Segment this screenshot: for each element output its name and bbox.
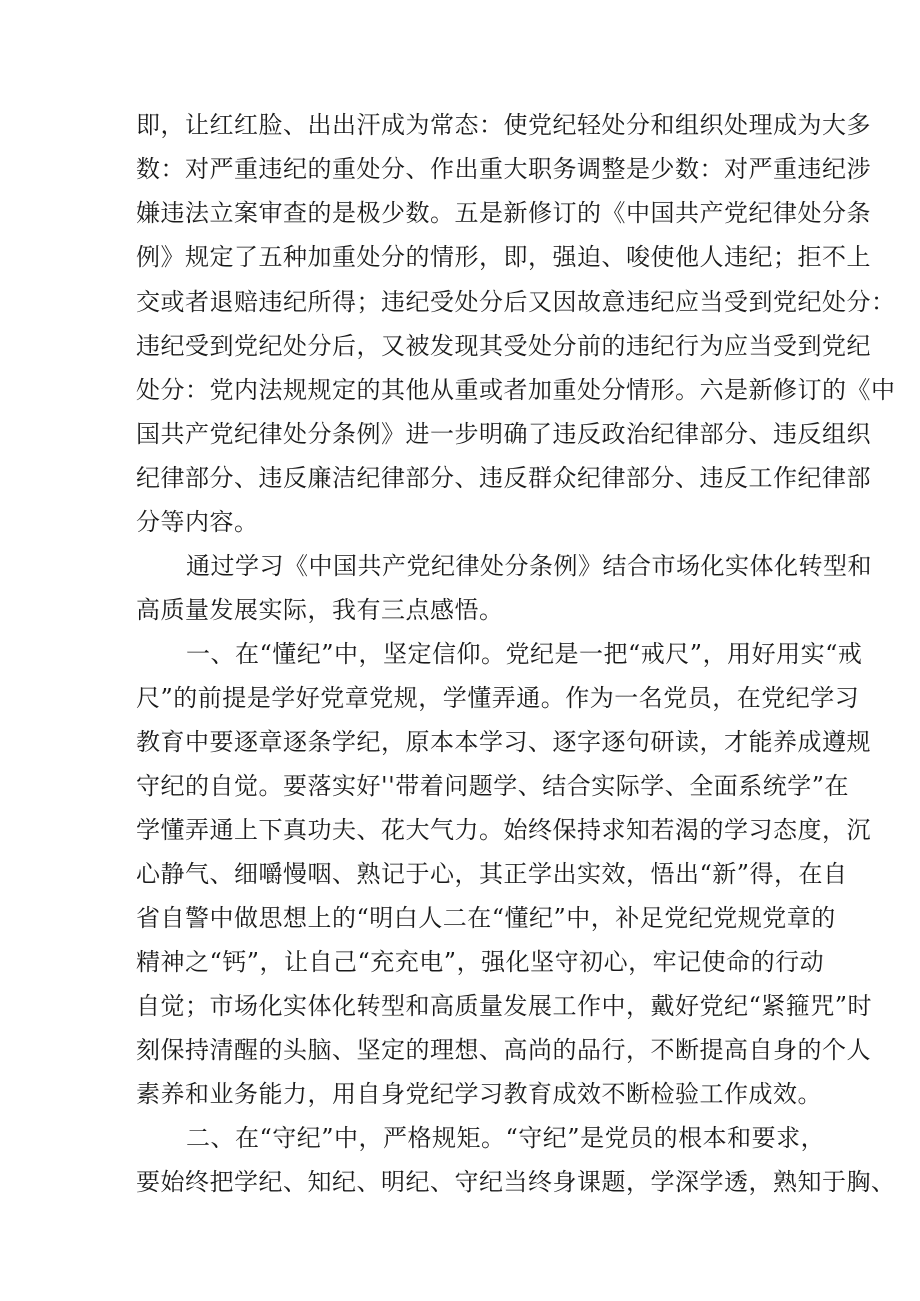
- text-line: 自觉；市场化实体化转型和高质量发展工作中，戴好党纪“紧箍咒”时: [136, 992, 873, 1020]
- text-line: 高质量发展实际，我有三点感悟。: [136, 596, 504, 624]
- paragraph-first-line: 一、在“懂纪”中，坚定信仰。党纪是一把“戒尺”，用好用实“戒: [186, 640, 863, 668]
- text-line: 教育中要逐章逐条学纪，原本本学习、逐字逐句研读，才能养成遵规: [136, 728, 871, 756]
- text-line: 尺”的前提是学好党章党规，学懂弄通。作为一名党员，在党纪学习: [136, 684, 860, 712]
- text-line: 学懂弄通上下真功夫、花大气力。始终保持求知若渴的学习态度，沉: [136, 816, 871, 844]
- text-line: 精神之“钙”，让自己“充充电”，强化坚守初心，牢记使命的行动: [136, 948, 825, 976]
- text-line: 嫌违法立案审查的是极少数。五是新修订的《中国共产党纪律处分条: [136, 199, 871, 227]
- text-line: 刻保持清醒的头脑、坚定的理想、高尚的品行，不断提高自身的个人: [136, 1036, 871, 1064]
- text-line: 要始终把学纪、知纪、明纪、守纪当终身课题，学深学透，熟知于胸、: [136, 1168, 896, 1196]
- text-line: 处分：党内法规规定的其他从重或者加重处分情形。六是新修订的《中: [136, 376, 896, 404]
- text-line: 纪律部分、违反廉洁纪律部分、违反群众纪律部分、违反工作纪律部: [136, 464, 871, 492]
- text-line: 分等内容。: [136, 508, 259, 536]
- text-line: 守纪的自觉。要落实好''带着问题学、结合实际学、全面系统学”在: [136, 772, 849, 800]
- text-line: 国共产党纪律处分条例》进一步明确了违反政治纪律部分、违反组织: [136, 420, 871, 448]
- text-line: 例》规定了五种加重处分的情形，即，强迫、唆使他人违纪；拒不上: [136, 243, 871, 271]
- text-line: 心静气、细嚼慢咽、熟记于心，其正学出实效，悟出“新”得，在自: [136, 860, 848, 888]
- paragraph-first-line: 二、在“守纪”中，严格规矩。“守纪”是党员的根本和要求，: [186, 1124, 826, 1152]
- text-line: 省自警中做思想上的“明白人二在“懂纪”中，补足党纪党规党章的: [136, 904, 836, 932]
- text-line: 素养和业务能力，用自身党纪学习教育成效不断检验工作成效。: [136, 1080, 822, 1108]
- text-line: 交或者退赔违纪所得；违纪受处分后又因故意违纪应当受到党纪处分：: [136, 288, 896, 316]
- text-line: 违纪受到党纪处分后，又被发现其受处分前的违纪行为应当受到党纪: [136, 332, 871, 360]
- text-line: 数：对严重违纪的重处分、作出重大职务调整是少数：对严重违纪涉: [136, 155, 871, 183]
- text-line: 即，让红红脸、出出汗成为常态：使党纪轻处分和组织处理成为大多: [136, 111, 871, 139]
- paragraph-first-line: 通过学习《中国共产党纪律处分条例》结合市场化实体化转型和: [186, 552, 872, 580]
